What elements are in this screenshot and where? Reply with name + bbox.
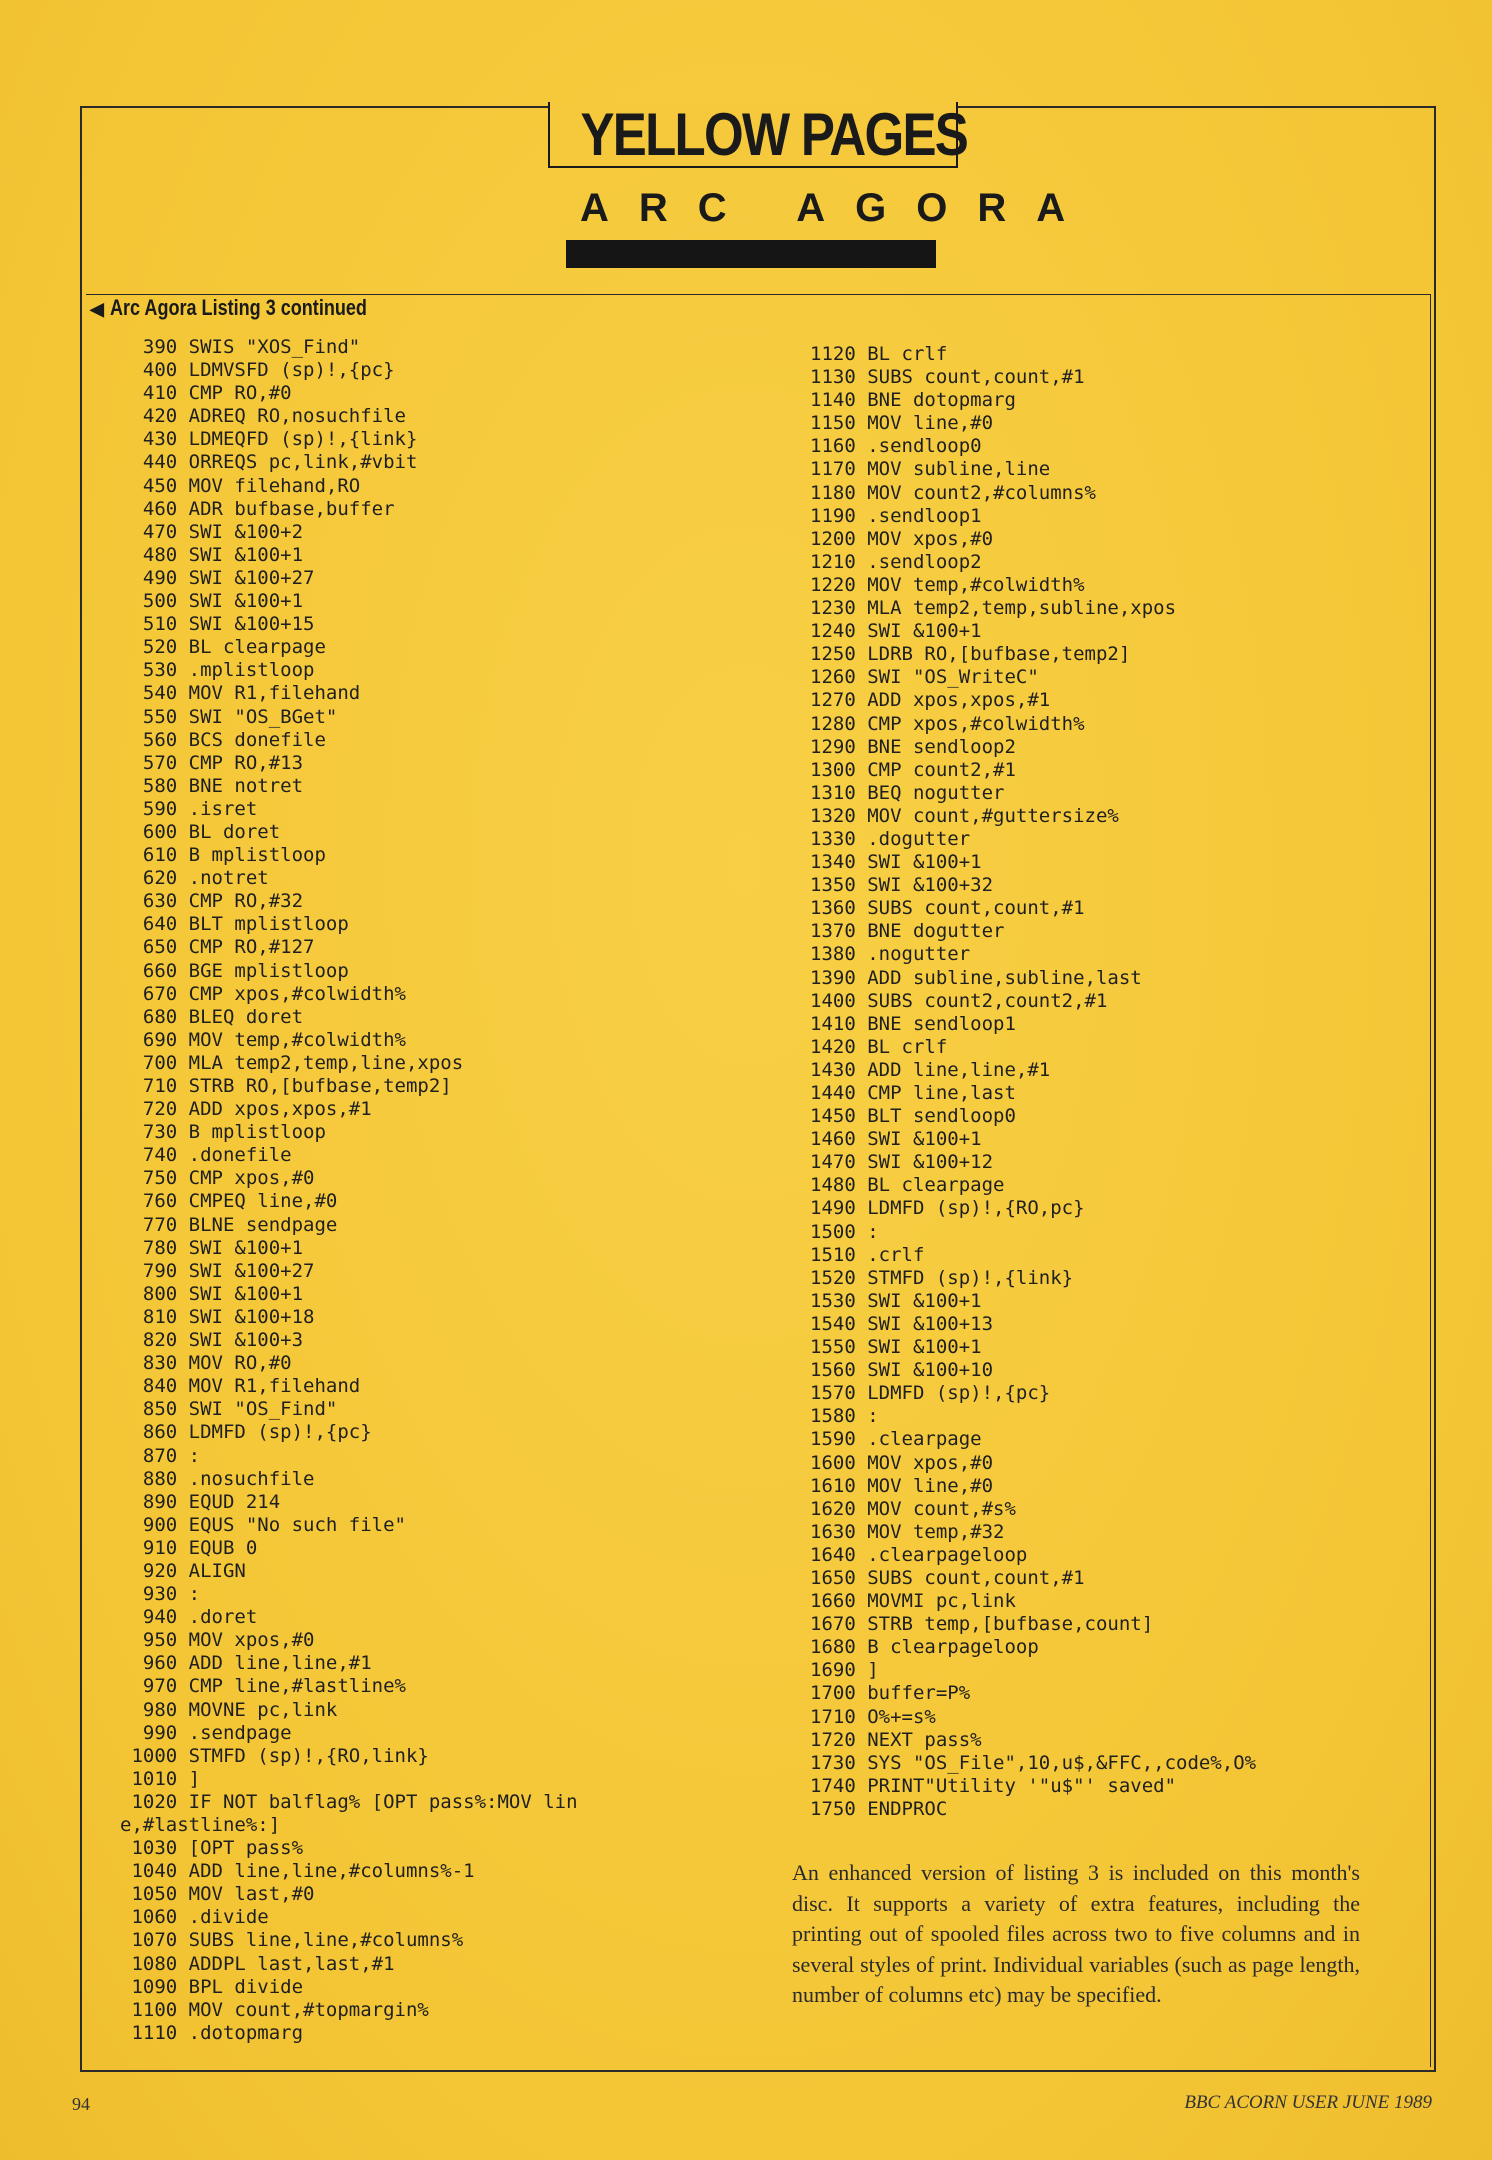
code-line: 500 SWI &100+1 <box>120 590 304 613</box>
code-line: 1450 BLT sendloop0 <box>810 1105 1016 1128</box>
code-line: 1310 BEQ nogutter <box>810 781 1005 804</box>
code-line: 1150 MOV line,#0 <box>810 412 994 435</box>
code-line: 1000 STMFD (sp)!,{RO,link} <box>120 1744 429 1767</box>
code-line: 390 SWIS "XOS_Find" <box>120 336 361 358</box>
code-line: 760 CMPEQ line,#0 <box>120 1190 338 1213</box>
code-line: 1300 CMP count2,#1 <box>810 758 1016 781</box>
code-line: 510 SWI &100+15 <box>120 613 315 636</box>
code-line: 550 SWI "OS_BGet" <box>120 705 338 728</box>
code-line: 1440 CMP line,last <box>810 1082 1016 1104</box>
code-line: 950 MOV xpos,#0 <box>120 1629 315 1652</box>
code-line: 1460 SWI &100+1 <box>810 1128 982 1151</box>
code-line: 1640 .clearpageloop <box>810 1543 1028 1566</box>
code-line: 840 MOV R1,filehand <box>120 1375 361 1398</box>
code-line: e,#lastline%:] <box>120 1814 281 1836</box>
code-line: 1720 NEXT pass% <box>810 1728 982 1751</box>
code-line: 1500 : <box>810 1220 879 1243</box>
code-line: 1080 ADDPL last,last,#1 <box>120 1952 395 1975</box>
code-line: 1430 ADD line,line,#1 <box>810 1058 1051 1081</box>
code-line: 1610 MOV line,#0 <box>810 1474 994 1497</box>
code-line: 1540 SWI &100+13 <box>810 1312 994 1335</box>
code-line: 570 CMP RO,#13 <box>120 751 304 774</box>
code-listing-left-column <box>120 336 578 2045</box>
code-line: 1070 SUBS line,line,#columns% <box>120 1929 464 1952</box>
code-line: 1100 MOV count,#topmargin% <box>120 1998 429 2021</box>
listing-heading-text: Arc Agora Listing 3 continued <box>109 295 367 320</box>
code-line: 1200 MOV xpos,#0 <box>810 527 994 550</box>
code-line: 1580 : <box>810 1405 879 1428</box>
code-line: 520 BL clearpage <box>120 636 326 659</box>
code-line: 880 .nosuchfile <box>120 1467 315 1490</box>
code-line: 650 CMP RO,#127 <box>120 936 315 959</box>
section-title: ARC AGORA <box>580 186 1096 230</box>
code-line: 1160 .sendloop0 <box>810 435 982 458</box>
code-line: 900 EQUS "No such file" <box>120 1513 406 1536</box>
code-line: 1040 ADD line,line,#columns%-1 <box>120 1860 475 1883</box>
code-line: 980 MOVNE pc,link <box>120 1698 338 1721</box>
code-line: 1570 LDMFD (sp)!,{pc} <box>810 1382 1051 1405</box>
code-line: 710 STRB RO,[bufbase,temp2] <box>120 1075 452 1097</box>
code-line: 1650 SUBS count,count,#1 <box>810 1566 1085 1589</box>
code-line: 860 LDMFD (sp)!,{pc} <box>120 1421 372 1444</box>
code-line: 1050 MOV last,#0 <box>120 1883 315 1906</box>
code-line: 1030 [OPT pass% <box>120 1837 304 1860</box>
code-line: 870 : <box>120 1444 201 1467</box>
code-line: 1480 BL clearpage <box>810 1174 1005 1197</box>
code-line: 530 .mplistloop <box>120 659 315 682</box>
code-line: 630 CMP RO,#32 <box>120 890 304 913</box>
code-line: 1370 BNE dogutter <box>810 920 1005 943</box>
code-line: 1590 .clearpage <box>810 1428 982 1451</box>
code-line: 1390 ADD subline,subline,last <box>810 966 1142 989</box>
code-line: 410 CMP RO,#0 <box>120 382 292 405</box>
code-line: 1510 .crlf <box>810 1243 925 1266</box>
code-line: 540 MOV R1,filehand <box>120 682 361 705</box>
code-line: 1680 B clearpageloop <box>810 1636 1039 1659</box>
code-line: 560 BCS donefile <box>120 728 326 751</box>
footer-publication: BBC ACORN USER JUNE 1989 <box>1184 2092 1432 2113</box>
code-line: 1130 SUBS count,count,#1 <box>810 366 1085 389</box>
code-line: 1180 MOV count2,#columns% <box>810 481 1096 504</box>
code-line: 850 SWI "OS_Find" <box>120 1398 338 1421</box>
code-line: 490 SWI &100+27 <box>120 566 315 589</box>
code-line: 920 ALIGN <box>120 1559 246 1582</box>
code-line: 730 B mplistloop <box>120 1121 326 1144</box>
code-line: 820 SWI &100+3 <box>120 1329 304 1352</box>
code-line: 1290 BNE sendloop2 <box>810 735 1016 758</box>
code-line: 1090 BPL divide <box>120 1975 304 1998</box>
code-line: 1350 SWI &100+32 <box>810 874 994 897</box>
code-line: 960 ADD line,line,#1 <box>120 1652 372 1675</box>
code-line: 1190 .sendloop1 <box>810 504 982 527</box>
code-line: 810 SWI &100+18 <box>120 1305 315 1328</box>
code-line: 1210 .sendloop2 <box>810 550 982 573</box>
code-line: 640 BLT mplistloop <box>120 913 349 936</box>
code-line: 580 BNE notret <box>120 774 304 797</box>
code-line: 620 .notret <box>120 867 269 890</box>
code-line: 470 SWI &100+2 <box>120 520 304 543</box>
code-line: 940 .doret <box>120 1606 258 1629</box>
code-line: 930 : <box>120 1583 201 1606</box>
code-line: 1360 SUBS count,count,#1 <box>810 897 1085 920</box>
code-line: 660 BGE mplistloop <box>120 959 349 982</box>
code-line: 1060 .divide <box>120 1906 269 1929</box>
code-line: 1140 BNE dotopmarg <box>810 389 1016 412</box>
code-line: 1010 ] <box>120 1767 201 1790</box>
code-line: 610 B mplistloop <box>120 844 326 867</box>
code-line: 1470 SWI &100+12 <box>810 1151 994 1174</box>
code-line: 1700 buffer=P% <box>810 1682 971 1705</box>
code-line: 440 ORREQS pc,link,#vbit <box>120 451 418 474</box>
code-line: 720 ADD xpos,xpos,#1 <box>120 1098 372 1121</box>
code-line: 800 SWI &100+1 <box>120 1282 304 1305</box>
code-line: 910 EQUB 0 <box>120 1536 258 1559</box>
listing-heading <box>90 294 423 322</box>
code-line: 700 MLA temp2,temp,line,xpos <box>120 1051 464 1074</box>
code-line: 460 ADR bufbase,buffer <box>120 497 395 520</box>
code-line: 1710 O%+=s% <box>810 1705 936 1728</box>
code-line: 480 SWI &100+1 <box>120 543 304 566</box>
code-line: 1670 STRB temp,[bufbase,count] <box>810 1613 1154 1636</box>
code-line: 970 CMP line,#lastline% <box>120 1675 406 1698</box>
code-line: 1520 STMFD (sp)!,{link} <box>810 1266 1074 1289</box>
code-line: 1620 MOV count,#s% <box>810 1497 1016 1520</box>
code-line: 1250 LDRB RO,[bufbase,temp2] <box>810 643 1131 666</box>
code-line: 1330 .dogutter <box>810 827 971 850</box>
code-line: 430 LDMEQFD (sp)!,{link} <box>120 428 418 451</box>
code-line: 1690 ] <box>810 1659 879 1682</box>
code-line: 990 .sendpage <box>120 1721 292 1744</box>
code-line: 1410 BNE sendloop1 <box>810 1012 1016 1035</box>
left-arrow-icon: ◀ <box>90 299 104 319</box>
masthead-title: YELLOW PAGES <box>580 101 968 168</box>
code-line: 1280 CMP xpos,#colwidth% <box>810 712 1085 735</box>
code-line: 400 LDMVSFD (sp)!,{pc} <box>120 359 395 382</box>
code-line: 1110 .dotopmarg <box>120 2021 304 2044</box>
code-line: 1560 SWI &100+10 <box>810 1359 994 1382</box>
code-line: 830 MOV RO,#0 <box>120 1352 292 1375</box>
code-line: 740 .donefile <box>120 1144 292 1167</box>
code-line: 770 BLNE sendpage <box>120 1213 338 1236</box>
code-line: 1220 MOV temp,#colwidth% <box>810 573 1085 596</box>
code-line: 1170 MOV subline,line <box>810 458 1051 481</box>
code-line: 670 CMP xpos,#colwidth% <box>120 982 406 1005</box>
section-bar <box>566 240 936 268</box>
code-line: 1340 SWI &100+1 <box>810 851 982 874</box>
code-line: 1530 SWI &100+1 <box>810 1289 982 1312</box>
code-line: 890 EQUD 214 <box>120 1490 281 1513</box>
code-line: 1600 MOV xpos,#0 <box>810 1451 994 1474</box>
code-line: 1490 LDMFD (sp)!,{RO,pc} <box>810 1197 1085 1220</box>
code-line: 690 MOV temp,#colwidth% <box>120 1028 406 1051</box>
code-line: 590 .isret <box>120 797 258 820</box>
code-line: 1420 BL crlf <box>810 1035 948 1058</box>
code-line: 450 MOV filehand,RO <box>120 474 361 497</box>
code-line: 1240 SWI &100+1 <box>810 620 982 643</box>
code-line: 1550 SWI &100+1 <box>810 1336 982 1359</box>
masthead <box>548 101 968 168</box>
code-line: 1120 BL crlf <box>810 343 948 365</box>
code-line: 1260 SWI "OS_WriteC" <box>810 666 1039 689</box>
code-line: 1380 .nogutter <box>810 943 971 966</box>
code-line: 1630 MOV temp,#32 <box>810 1520 1005 1543</box>
code-line: 600 BL doret <box>120 820 281 843</box>
code-line: 750 CMP xpos,#0 <box>120 1167 315 1190</box>
code-line: 1320 MOV count,#guttersize% <box>810 804 1119 827</box>
code-line: 790 SWI &100+27 <box>120 1259 315 1282</box>
code-listing-right-column <box>810 343 1256 1821</box>
code-line: 1270 ADD xpos,xpos,#1 <box>810 689 1051 712</box>
code-line: 680 BLEQ doret <box>120 1005 304 1028</box>
note-paragraph: An enhanced version of listing 3 is included on this month's disc. It supports a variety of extra features, including the printing out of spooled files across two to five columns and in several styles of print. Individual variables (such as page length, number of columns etc) may be specified. <box>792 1860 1360 2007</box>
code-line: 1730 SYS "OS_File",10,u$,&FFC,,code%,O% <box>810 1751 1257 1774</box>
code-line: 1230 MLA temp2,temp,subline,xpos <box>810 597 1177 620</box>
code-line: 1020 IF NOT balflag% [OPT pass%:MOV lin <box>120 1790 578 1813</box>
code-line: 780 SWI &100+1 <box>120 1236 304 1259</box>
code-line: 1660 MOVMI pc,link <box>810 1590 1016 1613</box>
code-line: 1740 PRINT"Utility '"u$"' saved" <box>810 1774 1177 1797</box>
code-line: 420 ADREQ RO,nosuchfile <box>120 405 406 428</box>
page-number: 94 <box>72 2094 90 2114</box>
code-line: 1400 SUBS count2,count2,#1 <box>810 989 1108 1012</box>
code-line: 1750 ENDPROC <box>810 1797 948 1820</box>
